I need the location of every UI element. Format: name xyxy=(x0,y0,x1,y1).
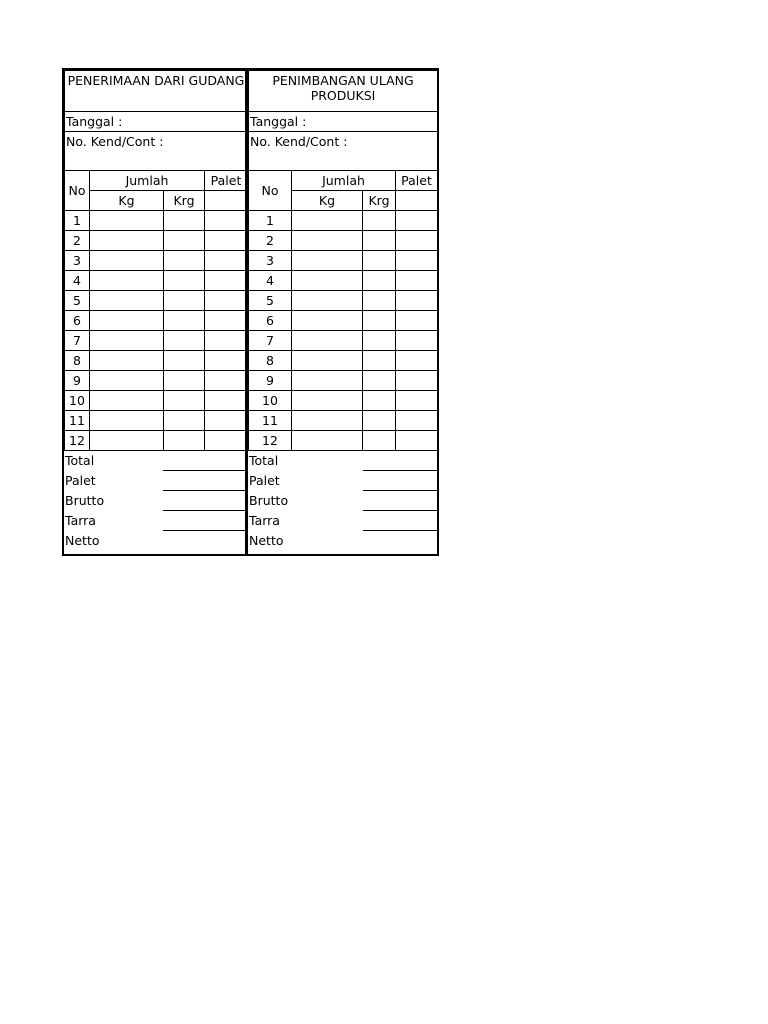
summary-row xyxy=(248,451,437,471)
summary-row xyxy=(248,531,437,551)
summary-label: Brutto xyxy=(65,493,105,508)
col-krg-header: Krg xyxy=(164,191,205,211)
palet-cell[interactable] xyxy=(205,371,248,391)
kg-cell[interactable] xyxy=(90,251,164,271)
krg-cell[interactable] xyxy=(363,391,396,411)
summary-value-line[interactable] xyxy=(163,451,247,471)
kg-cell[interactable] xyxy=(90,291,164,311)
table-row xyxy=(249,251,438,271)
kg-cell[interactable] xyxy=(292,211,363,231)
table-row xyxy=(65,351,248,371)
krg-cell[interactable] xyxy=(164,431,205,451)
row-number: 12 xyxy=(65,431,90,451)
palet-cell[interactable] xyxy=(396,391,438,411)
kg-cell[interactable] xyxy=(292,311,363,331)
kg-cell[interactable] xyxy=(90,231,164,251)
form-title: PENIMBANGAN ULANG PRODUKSI xyxy=(249,71,438,112)
table-row xyxy=(65,291,248,311)
krg-cell[interactable] xyxy=(363,311,396,331)
summary-value-line[interactable] xyxy=(163,511,247,531)
krg-cell[interactable] xyxy=(164,251,205,271)
table-row xyxy=(249,411,438,431)
summary-label: Brutto xyxy=(249,493,289,508)
row-number: 8 xyxy=(249,351,292,371)
summary-table xyxy=(64,451,247,550)
table-row xyxy=(249,351,438,371)
palet-cell[interactable] xyxy=(396,231,438,251)
kg-cell[interactable] xyxy=(292,231,363,251)
row-number: 5 xyxy=(249,291,292,311)
summary-label: Tarra xyxy=(249,513,280,528)
summary-row xyxy=(248,511,437,531)
krg-cell[interactable] xyxy=(164,371,205,391)
table-row xyxy=(249,371,438,391)
krg-cell[interactable] xyxy=(164,391,205,411)
summary-row xyxy=(64,531,247,551)
krg-cell[interactable] xyxy=(164,271,205,291)
krg-cell[interactable] xyxy=(164,411,205,431)
krg-cell[interactable] xyxy=(363,331,396,351)
table-row xyxy=(65,331,248,351)
summary-table xyxy=(248,451,437,550)
summary-label: Tarra xyxy=(65,513,96,528)
table-row xyxy=(249,231,438,251)
row-number: 6 xyxy=(249,311,292,331)
table-row xyxy=(65,431,248,451)
summary-row xyxy=(248,491,437,511)
kg-cell[interactable] xyxy=(90,431,164,451)
col-no-header: No xyxy=(65,171,90,211)
summary-row xyxy=(64,471,247,491)
kg-cell[interactable] xyxy=(90,371,164,391)
summary-row xyxy=(248,471,437,491)
kg-cell[interactable] xyxy=(90,351,164,371)
palet-cell[interactable] xyxy=(396,431,438,451)
palet-cell[interactable] xyxy=(205,291,248,311)
palet-cell[interactable] xyxy=(396,331,438,351)
palet-sub-cell xyxy=(205,191,248,211)
krg-cell[interactable] xyxy=(363,271,396,291)
kg-cell[interactable] xyxy=(292,331,363,351)
col-krg-header: Krg xyxy=(363,191,396,211)
summary-row xyxy=(64,511,247,531)
kg-cell[interactable] xyxy=(90,211,164,231)
row-number: 3 xyxy=(65,251,90,271)
palet-cell[interactable] xyxy=(205,211,248,231)
summary-value-line[interactable] xyxy=(363,531,437,551)
row-number: 4 xyxy=(65,271,90,291)
kg-cell[interactable] xyxy=(90,391,164,411)
krg-cell[interactable] xyxy=(164,331,205,351)
palet-cell[interactable] xyxy=(205,231,248,251)
summary-row xyxy=(64,451,247,471)
palet-cell[interactable] xyxy=(205,251,248,271)
row-number: 1 xyxy=(249,211,292,231)
table-row xyxy=(65,251,248,271)
kg-cell[interactable] xyxy=(292,251,363,271)
krg-cell[interactable] xyxy=(363,351,396,371)
palet-cell[interactable] xyxy=(396,371,438,391)
form-table xyxy=(64,70,248,451)
krg-cell[interactable] xyxy=(164,311,205,331)
table-row xyxy=(249,391,438,411)
summary-label: Total xyxy=(249,453,279,469)
palet-cell[interactable] xyxy=(205,311,248,331)
table-row xyxy=(65,231,248,251)
summary-value-line[interactable] xyxy=(163,531,247,551)
summary-value-line[interactable] xyxy=(363,451,437,471)
col-kg-header: Kg xyxy=(90,191,164,211)
krg-cell[interactable] xyxy=(164,351,205,371)
col-kg-header: Kg xyxy=(292,191,363,211)
krg-cell[interactable] xyxy=(363,371,396,391)
palet-cell[interactable] xyxy=(205,431,248,451)
col-jumlah-header: Jumlah xyxy=(90,171,205,191)
kg-cell[interactable] xyxy=(292,411,363,431)
palet-cell[interactable] xyxy=(205,351,248,371)
col-palet-header: Palet xyxy=(396,171,438,191)
kg-cell[interactable] xyxy=(292,291,363,311)
palet-cell[interactable] xyxy=(396,411,438,431)
row-number: 11 xyxy=(65,411,90,431)
row-number: 3 xyxy=(249,251,292,271)
kg-cell[interactable] xyxy=(292,271,363,291)
palet-sub-cell xyxy=(396,191,438,211)
summary-value-line[interactable] xyxy=(363,511,437,531)
krg-cell[interactable] xyxy=(363,211,396,231)
table-row xyxy=(65,371,248,391)
form-penimbangan xyxy=(246,68,439,556)
kend-cont-field[interactable]: No. Kend/Cont : xyxy=(65,132,248,171)
krg-cell[interactable] xyxy=(363,411,396,431)
table-row xyxy=(249,311,438,331)
form-penerimaan xyxy=(62,68,247,556)
kg-cell[interactable] xyxy=(292,391,363,411)
form-title: PENERIMAAN DARI GUDANG xyxy=(65,71,248,112)
row-number: 10 xyxy=(249,391,292,411)
row-number: 7 xyxy=(249,331,292,351)
form-table xyxy=(248,70,438,451)
summary-value-line[interactable] xyxy=(363,471,437,491)
row-number: 6 xyxy=(65,311,90,331)
table-row xyxy=(65,211,248,231)
palet-cell[interactable] xyxy=(205,271,248,291)
table-row xyxy=(65,271,248,291)
summary-label: Netto xyxy=(65,532,100,548)
row-number: 1 xyxy=(65,211,90,231)
palet-cell[interactable] xyxy=(205,411,248,431)
kg-cell[interactable] xyxy=(90,271,164,291)
palet-cell[interactable] xyxy=(396,291,438,311)
summary-label: Total xyxy=(65,453,95,469)
palet-cell[interactable] xyxy=(396,251,438,271)
row-number: 12 xyxy=(249,431,292,451)
palet-cell[interactable] xyxy=(205,331,248,351)
row-number: 9 xyxy=(65,371,90,391)
summary-label: Netto xyxy=(249,532,284,548)
palet-cell[interactable] xyxy=(396,211,438,231)
summary-label: Palet xyxy=(249,473,280,488)
table-row xyxy=(249,431,438,451)
row-number: 11 xyxy=(249,411,292,431)
kg-cell[interactable] xyxy=(90,311,164,331)
krg-cell[interactable] xyxy=(363,251,396,271)
krg-cell[interactable] xyxy=(164,291,205,311)
kg-cell[interactable] xyxy=(90,331,164,351)
krg-cell[interactable] xyxy=(164,231,205,251)
palet-cell[interactable] xyxy=(396,351,438,371)
kg-cell[interactable] xyxy=(292,431,363,451)
tanggal-field[interactable]: Tanggal : xyxy=(65,112,248,132)
row-number: 8 xyxy=(65,351,90,371)
summary-row xyxy=(64,491,247,511)
kend-cont-field[interactable]: No. Kend/Cont : xyxy=(249,132,438,171)
table-row xyxy=(65,311,248,331)
table-row xyxy=(249,291,438,311)
summary-value-line[interactable] xyxy=(363,491,437,511)
krg-cell[interactable] xyxy=(363,291,396,311)
summary-label: Palet xyxy=(65,473,96,488)
palet-cell[interactable] xyxy=(396,311,438,331)
row-number: 4 xyxy=(249,271,292,291)
table-row xyxy=(249,331,438,351)
col-no-header: No xyxy=(249,171,292,211)
tanggal-field[interactable]: Tanggal : xyxy=(249,112,438,132)
table-row xyxy=(249,271,438,291)
kg-cell[interactable] xyxy=(292,351,363,371)
palet-cell[interactable] xyxy=(205,391,248,411)
row-number: 5 xyxy=(65,291,90,311)
table-row xyxy=(65,411,248,431)
krg-cell[interactable] xyxy=(363,431,396,451)
kg-cell[interactable] xyxy=(90,411,164,431)
row-number: 10 xyxy=(65,391,90,411)
palet-cell[interactable] xyxy=(396,271,438,291)
summary-value-line[interactable] xyxy=(163,491,247,511)
kg-cell[interactable] xyxy=(292,371,363,391)
table-row xyxy=(65,391,248,411)
krg-cell[interactable] xyxy=(363,231,396,251)
row-number: 2 xyxy=(65,231,90,251)
krg-cell[interactable] xyxy=(164,211,205,231)
col-jumlah-header: Jumlah xyxy=(292,171,396,191)
summary-value-line[interactable] xyxy=(163,471,247,491)
row-number: 9 xyxy=(249,371,292,391)
row-number: 2 xyxy=(249,231,292,251)
row-number: 7 xyxy=(65,331,90,351)
col-palet-header: Palet xyxy=(205,171,248,191)
table-row xyxy=(249,211,438,231)
